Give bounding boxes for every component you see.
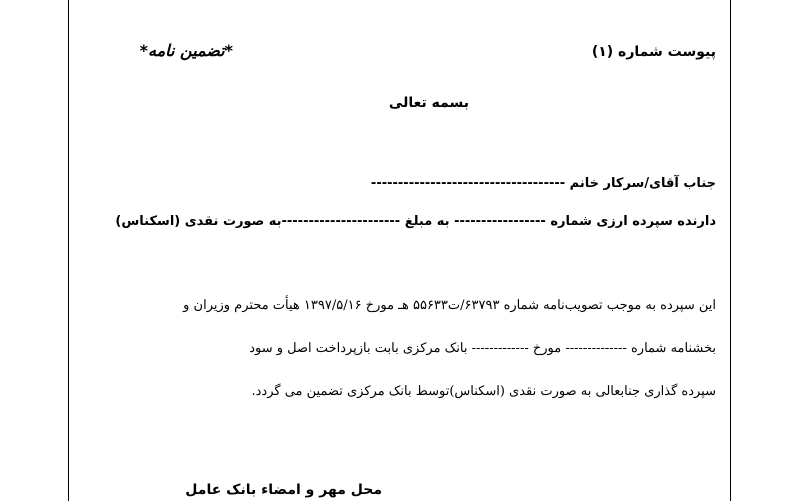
holder-line: دارنده سپرده ارزی شماره ----------------- به مبلغ ----------------------به صورت نقدی (اسکناس) bbox=[115, 214, 716, 229]
paragraph-line-1: این سپرده به موجب تصویب‌نامه شماره ۶۳۷۹۳/ت۵۵۶۳۳ هـ مورخ ۱۳۹۷/۵/۱۶ هیأت محترم وزیران و bbox=[183, 298, 716, 313]
signature-label: محل مهر و امضاء بانک عامل bbox=[185, 482, 382, 498]
document-page bbox=[68, 0, 731, 501]
appendix-label: پیوست شماره (۱) bbox=[591, 44, 716, 60]
paragraph-line-3: سپرده گذاری جنابعالی به صورت نقدی (اسکناس)توسط بانک مرکزی تضمین می گردد. bbox=[251, 384, 716, 399]
addressee-line: جناب آقای/سرکار خانم ------------------------------------ bbox=[370, 176, 716, 191]
paragraph-line-2: بخشنامه شماره -------------- مورخ ------------- بانک مرکزی بابت بازپرداخت اصل و سود bbox=[249, 341, 716, 356]
guarantee-title: *تضمین نامه* bbox=[139, 41, 233, 60]
basmala-heading: بسمه تعالی bbox=[388, 95, 469, 111]
